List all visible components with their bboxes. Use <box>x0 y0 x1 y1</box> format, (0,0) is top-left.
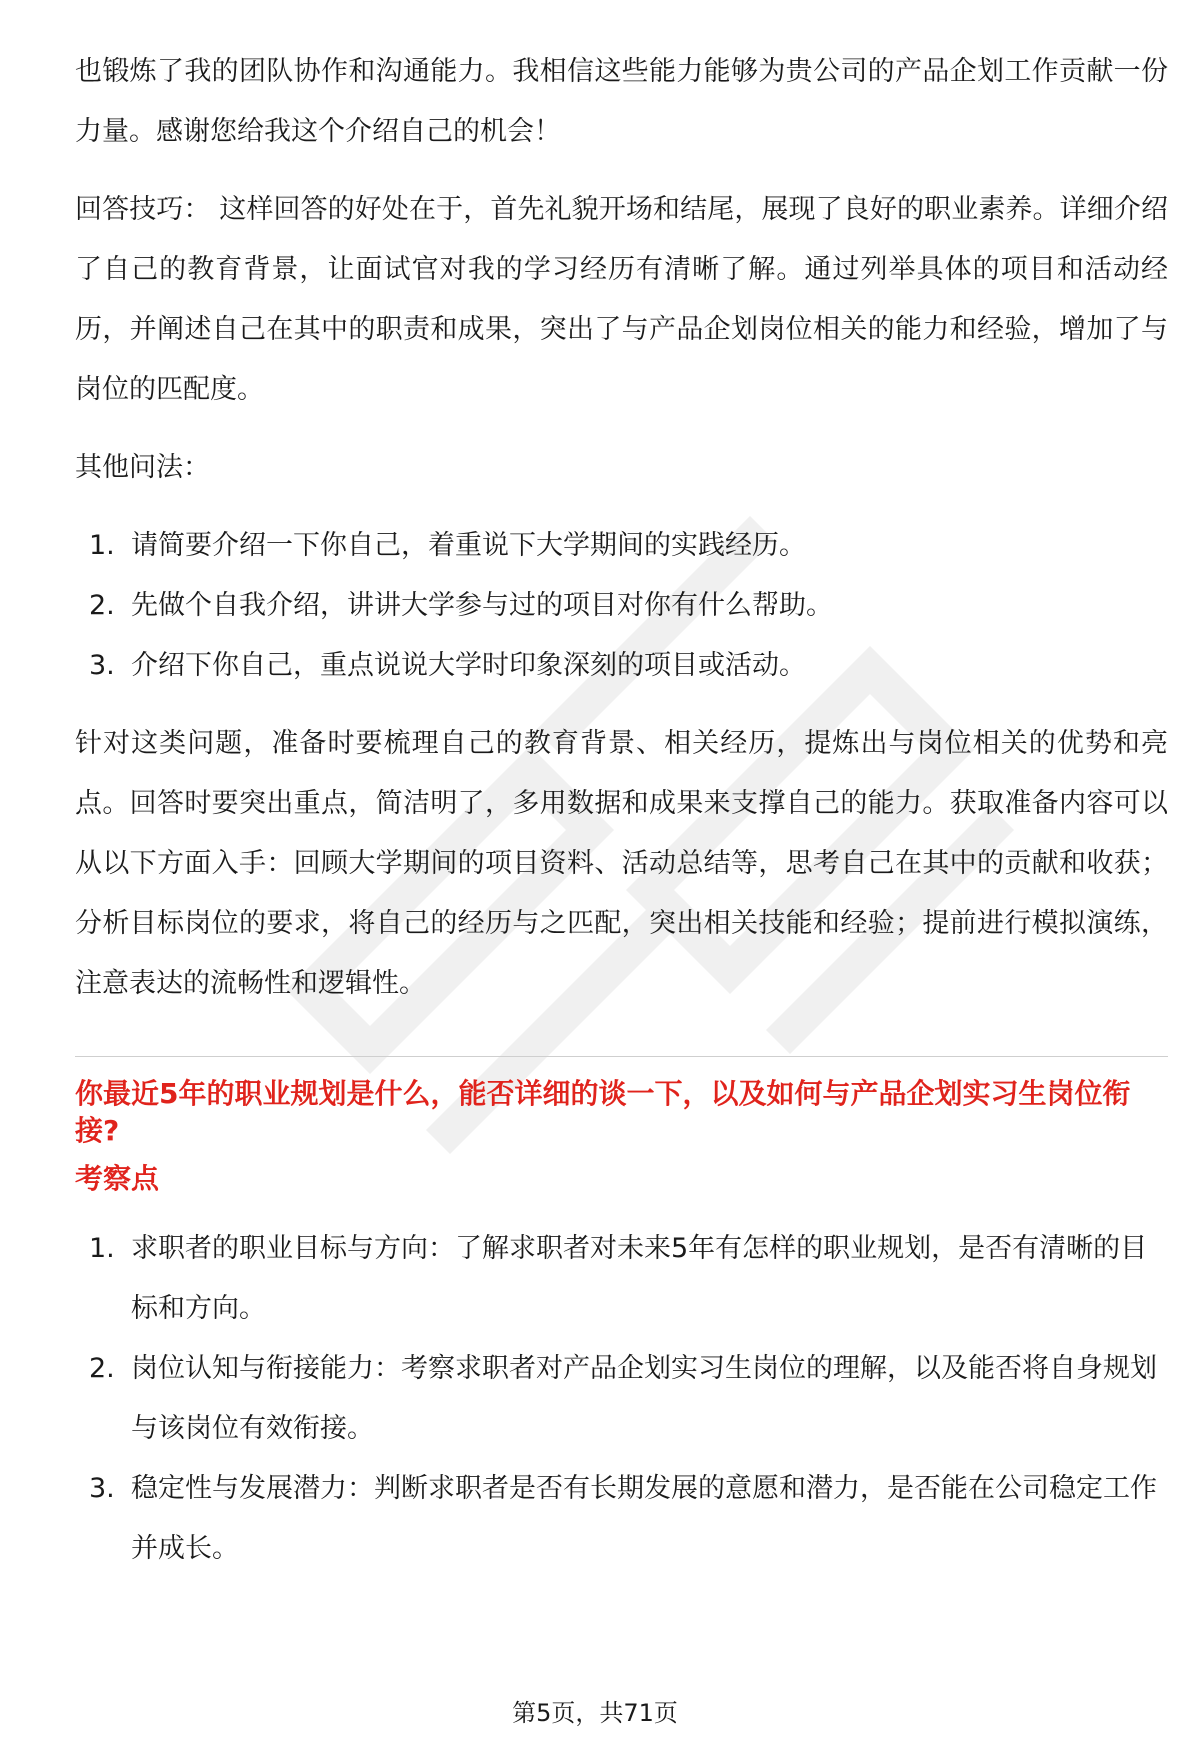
other-asks-label: 其他问法： <box>75 452 210 483</box>
list-text: 介绍下你自己，重点说说大学时印象深刻的项目或活动。 <box>131 650 806 681</box>
document-page <box>75 42 1168 1579</box>
list-item <box>75 1459 1168 1579</box>
list-item <box>75 636 1168 696</box>
intro-paragraph: 也锻炼了我的团队协作和沟通能力。我相信这些能力能够为贵公司的产品企划工作贡献一份力量。感谢您给我这个介绍自己的机会！ <box>75 56 1168 147</box>
tips-paragraph: 回答技巧： 这样回答的好处在于，首先礼貌开场和结尾，展现了良好的职业素养。详细介绍了自己的教育背景，让面试官对我的学习经历有清晰了解。通过列举具体的项目和活动经历，并阐述自己在其中的职责和成果，突出了与产品企划岗位相关的能力和经验，增加了与岗位的匹配度。 <box>75 194 1168 405</box>
focus-label: 考察点 <box>75 1162 160 1195</box>
list-item <box>75 1219 1168 1339</box>
list-number: 3. <box>89 650 115 681</box>
page-footer: 第5页，共71页 <box>512 1699 678 1727</box>
focus-points-list <box>75 1219 1168 1579</box>
question-title: 你最近5年的职业规划是什么，能否详细的谈一下，以及如何与产品企划实习生岗位衔接? <box>75 1077 1131 1147</box>
prep-paragraph: 针对这类问题，准备时要梳理自己的教育背景、相关经历，提炼出与岗位相关的优势和亮点。回答时要突出重点，简洁明了，多用数据和成果来支撑自己的能力。获取准备内容可以从以下方面入手：回顾大学期间的项目资料、活动总结等，思考自己在其中的贡献和收获；分析目标岗位的要求，将自己的经历与之匹配，突出相关技能和经验；提前进行模拟演练，注意表达的流畅性和逻辑性。 <box>75 728 1168 999</box>
list-number: 3. <box>89 1473 115 1504</box>
list-text: 稳定性与发展潜力：判断求职者是否有长期发展的意愿和潜力，是否能在公司稳定工作并成长。 <box>131 1473 1157 1564</box>
list-number: 2. <box>89 1353 115 1384</box>
list-item <box>75 1339 1168 1459</box>
list-text: 请简要介绍一下你自己，着重说下大学期间的实践经历。 <box>131 530 806 561</box>
list-item <box>75 516 1168 576</box>
list-number: 2. <box>89 590 115 621</box>
list-number: 1. <box>89 530 115 561</box>
list-item <box>75 576 1168 636</box>
list-number: 1. <box>89 1233 115 1264</box>
other-asks-list <box>75 516 1168 696</box>
list-text: 求职者的职业目标与方向：了解求职者对未来5年有怎样的职业规划，是否有清晰的目标和方向。 <box>131 1233 1148 1324</box>
list-text: 先做个自我介绍，讲讲大学参与过的项目对你有什么帮助。 <box>131 590 833 621</box>
list-text: 岗位认知与衔接能力：考察求职者对产品企划实习生岗位的理解，以及能否将自身规划与该岗位有效衔接。 <box>131 1353 1157 1444</box>
